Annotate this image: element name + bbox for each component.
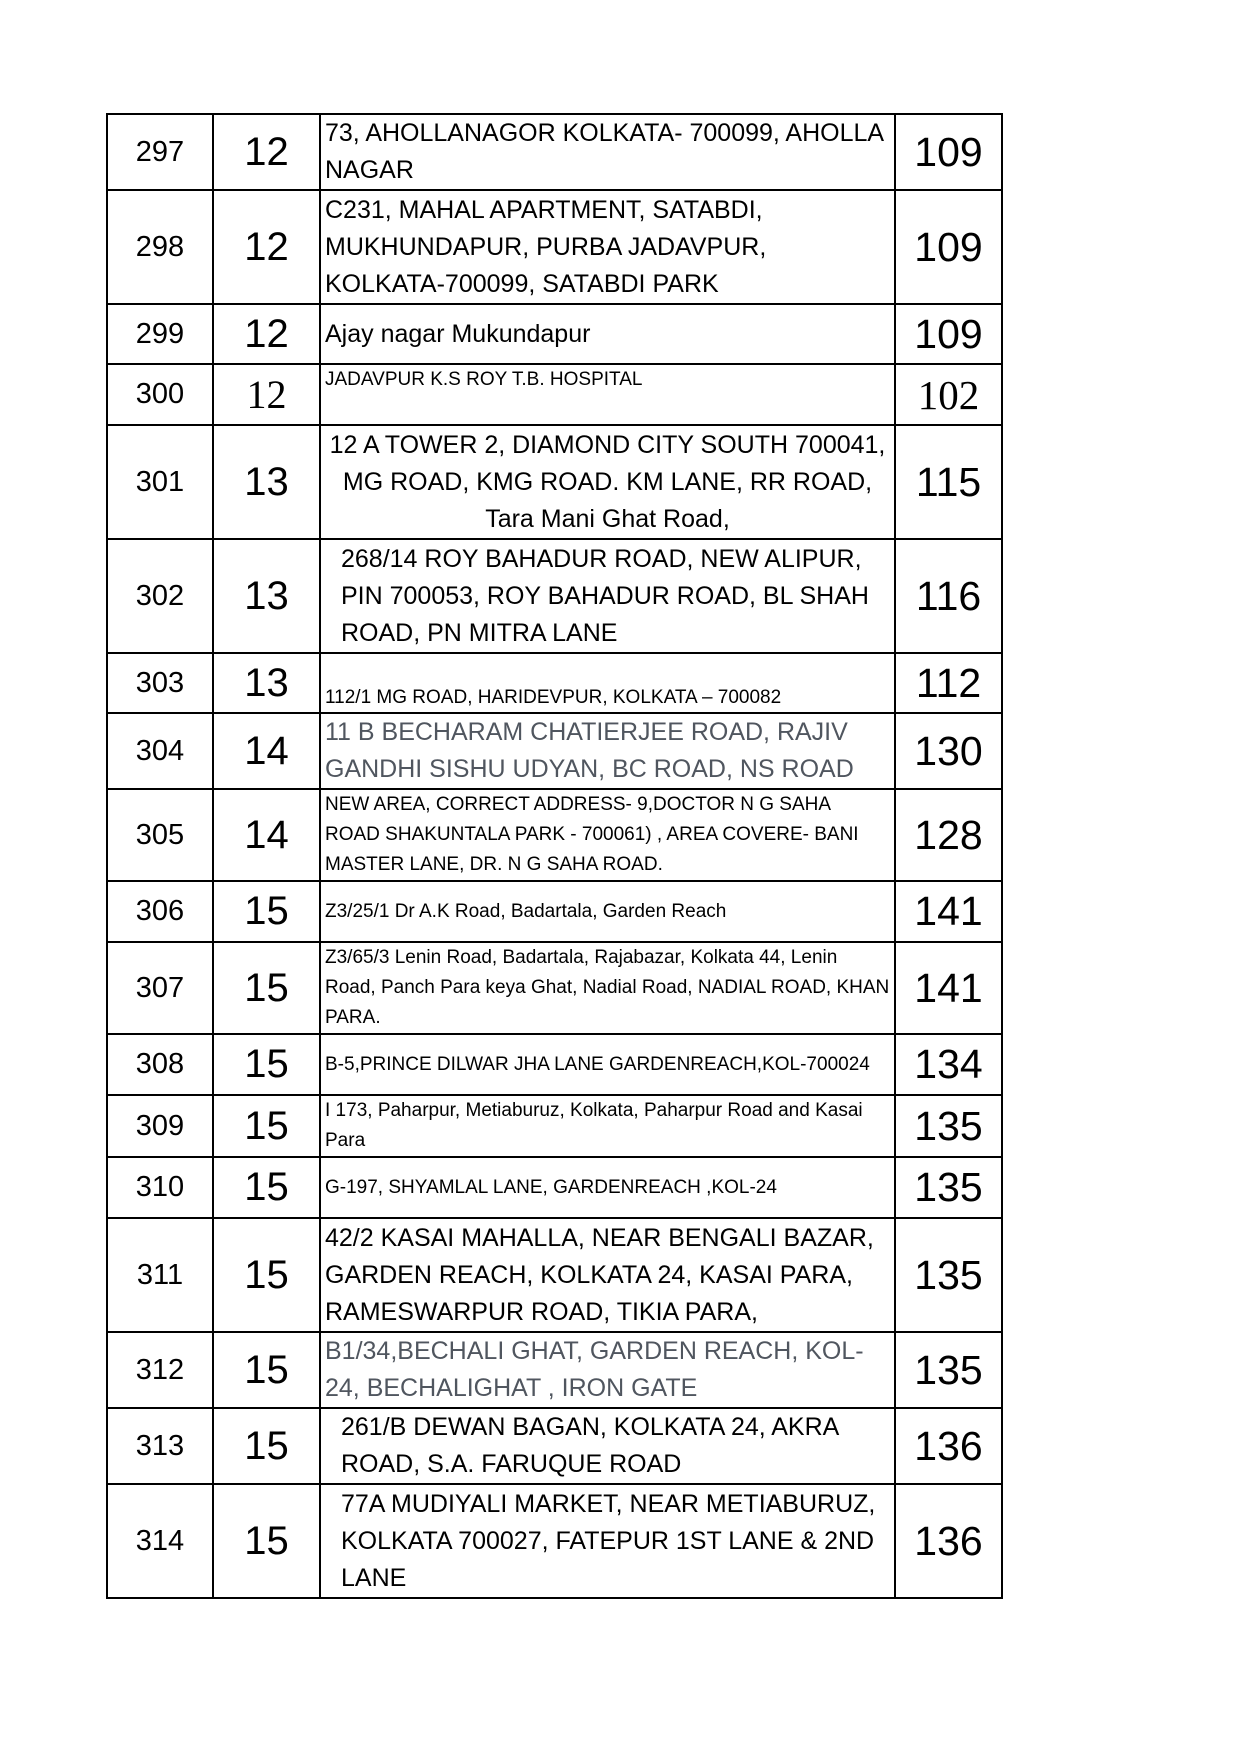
serial-number-cell: 301 <box>107 425 213 539</box>
number-cell: 115 <box>895 425 1002 539</box>
ward-cell: 14 <box>213 789 320 881</box>
serial-number-cell: 299 <box>107 304 213 364</box>
table-row <box>107 190 1002 304</box>
table-row <box>107 1157 1002 1218</box>
serial-number-cell: 304 <box>107 713 213 789</box>
number-cell: 109 <box>895 304 1002 364</box>
serial-number-cell: 313 <box>107 1408 213 1484</box>
table-row <box>107 881 1002 942</box>
number-cell: 136 <box>895 1408 1002 1484</box>
number-cell: 136 <box>895 1484 1002 1598</box>
number-cell: 135 <box>895 1218 1002 1332</box>
serial-number-cell: 306 <box>107 881 213 942</box>
ward-cell: 15 <box>213 942 320 1034</box>
address-cell: B1/34,BECHALI GHAT, GARDEN REACH, KOL-24, BECHALIGHAT , IRON GATE <box>320 1332 895 1408</box>
ward-cell: 15 <box>213 1034 320 1095</box>
address-cell: 268/14 ROY BAHADUR ROAD, NEW ALIPUR, PIN 700053, ROY BAHADUR ROAD, BL SHAH ROAD, PN MITRA LANE <box>320 539 895 653</box>
address-cell: G-197, SHYAMLAL LANE, GARDENREACH ,KOL-24 <box>320 1157 895 1218</box>
serial-number-cell: 303 <box>107 653 213 713</box>
ward-cell: 15 <box>213 1157 320 1218</box>
address-cell: 77A MUDIYALI MARKET, NEAR METIABURUZ, KOLKATA 700027, FATEPUR 1ST LANE & 2ND LANE <box>320 1484 895 1598</box>
table-row <box>107 789 1002 881</box>
number-cell: 128 <box>895 789 1002 881</box>
table-row <box>107 364 1002 425</box>
number-cell: 135 <box>895 1095 1002 1157</box>
number-cell: 116 <box>895 539 1002 653</box>
number-cell: 109 <box>895 114 1002 190</box>
address-cell: 73, AHOLLANAGOR KOLKATA- 700099, AHOLLA NAGAR <box>320 114 895 190</box>
number-cell: 141 <box>895 881 1002 942</box>
serial-number-cell: 297 <box>107 114 213 190</box>
serial-number-cell: 298 <box>107 190 213 304</box>
table-row <box>107 1034 1002 1095</box>
serial-number-cell: 310 <box>107 1157 213 1218</box>
table-row <box>107 1408 1002 1484</box>
address-cell: NEW AREA, CORRECT ADDRESS- 9,DOCTOR N G SAHA ROAD SHAKUNTALA PARK - 700061) , AREA COVERE- BANI MASTER LANE, DR. N G SAHA ROAD. <box>320 789 895 881</box>
table-row <box>107 1484 1002 1598</box>
serial-number-cell: 307 <box>107 942 213 1034</box>
serial-number-cell: 314 <box>107 1484 213 1598</box>
number-cell: 135 <box>895 1332 1002 1408</box>
table-row <box>107 304 1002 364</box>
serial-number-cell: 312 <box>107 1332 213 1408</box>
serial-number-cell: 305 <box>107 789 213 881</box>
address-cell: Ajay nagar Mukundapur <box>320 304 895 364</box>
serial-number-cell: 309 <box>107 1095 213 1157</box>
ward-cell: 12 <box>213 190 320 304</box>
table-row <box>107 713 1002 789</box>
table-row <box>107 425 1002 539</box>
number-cell: 134 <box>895 1034 1002 1095</box>
table-row <box>107 942 1002 1034</box>
ward-cell: 13 <box>213 653 320 713</box>
number-cell: 112 <box>895 653 1002 713</box>
number-cell: 141 <box>895 942 1002 1034</box>
ward-cell: 13 <box>213 539 320 653</box>
table-row <box>107 653 1002 713</box>
address-cell: 261/B DEWAN BAGAN, KOLKATA 24, AKRA ROAD, S.A. FARUQUE ROAD <box>320 1408 895 1484</box>
ward-cell: 15 <box>213 1408 320 1484</box>
ward-cell: 15 <box>213 1218 320 1332</box>
ward-cell: 15 <box>213 1095 320 1157</box>
address-table <box>106 113 1003 1599</box>
number-cell: 135 <box>895 1157 1002 1218</box>
serial-number-cell: 302 <box>107 539 213 653</box>
address-cell: 42/2 KASAI MAHALLA, NEAR BENGALI BAZAR, GARDEN REACH, KOLKATA 24, KASAI PARA, RAMESWARPUR ROAD, TIKIA PARA, <box>320 1218 895 1332</box>
ward-cell: 14 <box>213 713 320 789</box>
address-cell: B-5,PRINCE DILWAR JHA LANE GARDENREACH,KOL-700024 <box>320 1034 895 1095</box>
address-cell: Z3/25/1 Dr A.K Road, Badartala, Garden Reach <box>320 881 895 942</box>
address-cell: 11 B BECHARAM CHATIERJEE ROAD, RAJIV GANDHI SISHU UDYAN, BC ROAD, NS ROAD <box>320 713 895 789</box>
number-cell: 109 <box>895 190 1002 304</box>
address-cell: 112/1 MG ROAD, HARIDEVPUR, KOLKATA – 700082 <box>320 653 895 713</box>
serial-number-cell: 308 <box>107 1034 213 1095</box>
ward-cell: 15 <box>213 1484 320 1598</box>
number-cell: 130 <box>895 713 1002 789</box>
table-row <box>107 1095 1002 1157</box>
ward-cell: 15 <box>213 1332 320 1408</box>
ward-cell: 12 <box>213 364 320 425</box>
serial-number-cell: 311 <box>107 1218 213 1332</box>
table-row <box>107 114 1002 190</box>
address-cell: Z3/65/3 Lenin Road, Badartala, Rajabazar, Kolkata 44, Lenin Road, Panch Para keya Ghat, Nadial Road, NADIAL ROAD, KHAN PARA. <box>320 942 895 1034</box>
table-row <box>107 1218 1002 1332</box>
ward-cell: 12 <box>213 114 320 190</box>
ward-cell: 12 <box>213 304 320 364</box>
table-row <box>107 539 1002 653</box>
address-cell: C231, MAHAL APARTMENT, SATABDI, MUKHUNDAPUR, PURBA JADAVPUR, KOLKATA-700099, SATABDI PARK <box>320 190 895 304</box>
address-cell: I 173, Paharpur, Metiaburuz, Kolkata, Paharpur Road and Kasai Para <box>320 1095 895 1157</box>
ward-cell: 15 <box>213 881 320 942</box>
serial-number-cell: 300 <box>107 364 213 425</box>
ward-cell: 13 <box>213 425 320 539</box>
address-cell: 12 A TOWER 2, DIAMOND CITY SOUTH 700041, MG ROAD, KMG ROAD. KM LANE, RR ROAD, Tara Mani Ghat Road, <box>320 425 895 539</box>
address-cell: JADAVPUR K.S ROY T.B. HOSPITAL <box>320 364 895 425</box>
table-row <box>107 1332 1002 1408</box>
number-cell: 102 <box>895 364 1002 425</box>
